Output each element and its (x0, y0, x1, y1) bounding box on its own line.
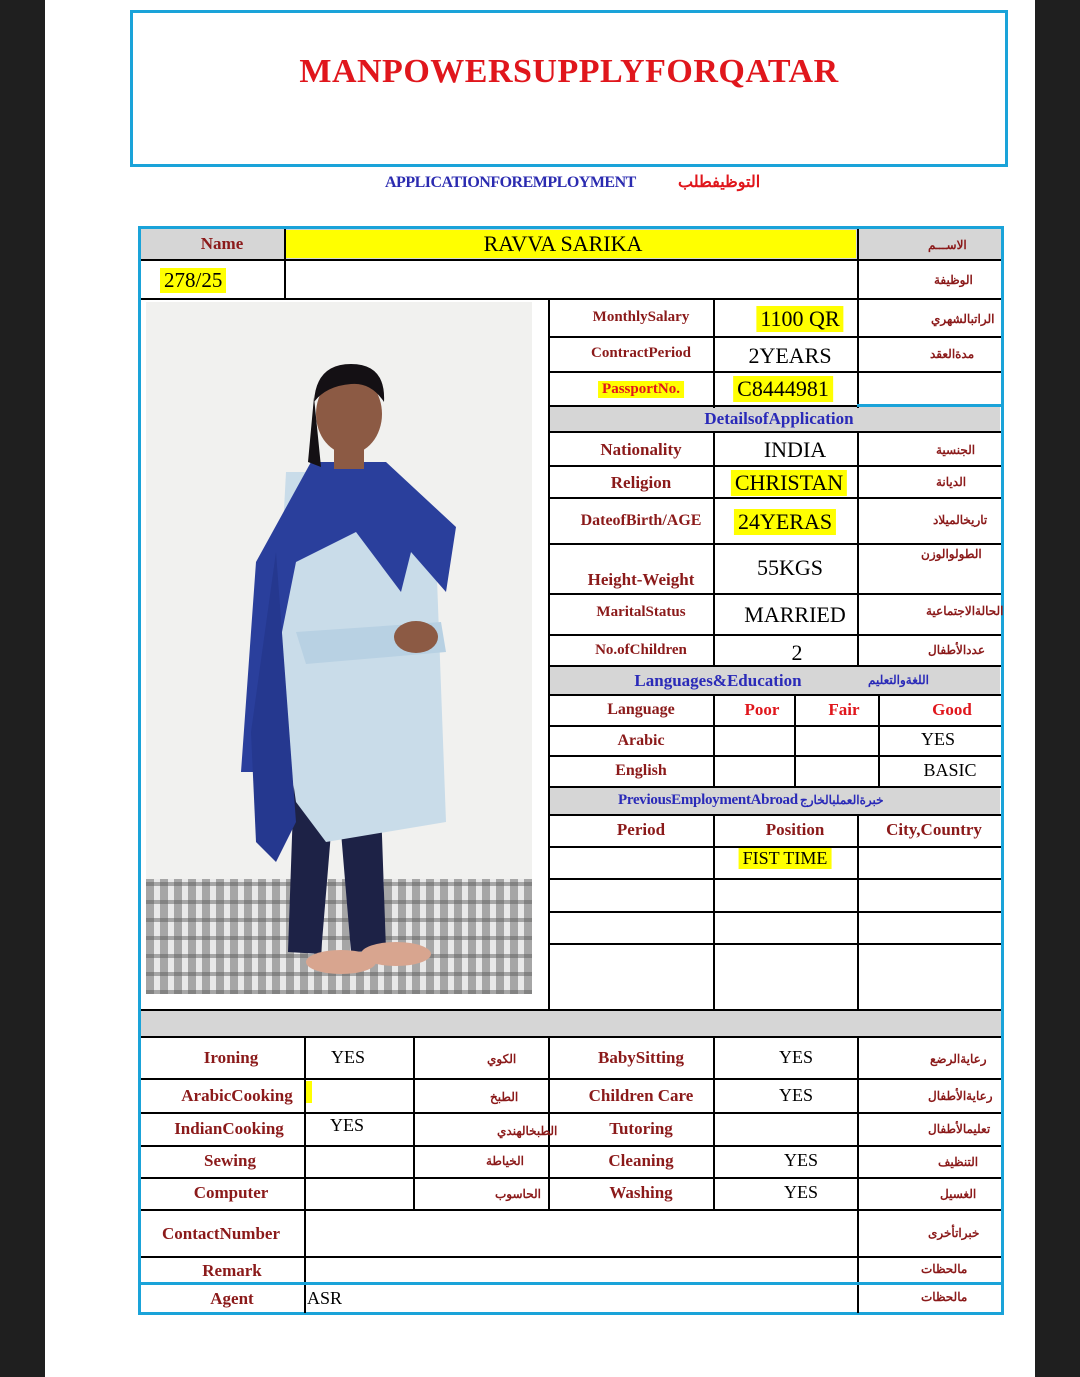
name-label: Name (200, 234, 244, 253)
period-header: Period (616, 820, 666, 839)
skill-ironing-arabic: الكوي (487, 1052, 517, 1066)
job-label-arabic: الوظيفة (934, 273, 973, 287)
employment-section-arabic: خبرةالعملبالخارج (800, 793, 884, 807)
skill-indian-cooking-label: IndianCooking (174, 1119, 284, 1138)
employment-section-title: PreviousEmploymentAbroad (618, 792, 798, 808)
religion-label: Religion (610, 473, 672, 492)
skill-ironing-value: YES (331, 1047, 366, 1067)
applicant-photo (146, 302, 532, 994)
good-header: Good (932, 700, 972, 719)
nationality-label: Nationality (600, 440, 682, 459)
passport-label: PassportNo. (598, 381, 684, 398)
name-label-arabic: الاســـم (928, 238, 967, 252)
name-value: RAVVA SARIKA (483, 231, 643, 256)
language-name: Arabic (617, 732, 665, 749)
dob-value: 24YERAS (734, 509, 836, 535)
contract-period-label: ContractPeriod (591, 345, 691, 361)
agent-value: ASR (307, 1288, 343, 1308)
language-header: Language (607, 701, 675, 718)
children-arabic: عددالأطفال (928, 643, 985, 657)
language-good-value: BASIC (923, 760, 977, 780)
marital-status-label: MaritalStatus (596, 604, 686, 620)
nationality-value: INDIA (763, 437, 827, 462)
skill-computer-label: Computer (193, 1183, 269, 1202)
nationality-arabic: الجنسية (936, 443, 976, 457)
skill-sewing-label: Sewing (204, 1151, 256, 1170)
skill-arabic-cooking-label: ArabicCooking (181, 1086, 293, 1105)
height-weight-arabic: الطولوالوزن (921, 547, 982, 561)
skill-washing-arabic: الغسيل (940, 1187, 977, 1201)
children-label: No.ofChildren (595, 642, 687, 658)
height-weight-value: 55KGS (756, 555, 824, 580)
remark-label: Remark (202, 1261, 262, 1280)
dob-label: DateofBirth/AGE (580, 512, 702, 529)
poor-header: Poor (744, 700, 780, 719)
subtitle-english: APPLICATIONFOREMPLOYMENT (385, 174, 636, 191)
skill-washing-label: Washing (609, 1183, 673, 1202)
contact-number-label: ContactNumber (161, 1224, 281, 1243)
skill-babysitting-label: BabySitting (598, 1048, 684, 1067)
skill-children-care-arabic: رعايةالأطفال (928, 1089, 993, 1103)
monthly-salary-label: MonthlySalary (592, 309, 690, 325)
subtitle-arabic: التوظيفطلب (678, 174, 761, 191)
remark-arabic: مالحظات (921, 1262, 968, 1276)
contact-number-arabic: خبراتأخرى (928, 1226, 980, 1240)
skill-computer-arabic: الحاسوب (495, 1187, 541, 1201)
city-country-header: City,Country (886, 820, 982, 839)
skill-ironing-label: Ironing (203, 1048, 259, 1067)
religion-value: CHRISTAN (731, 470, 847, 496)
skill-washing-value: YES (783, 1182, 819, 1202)
title-box (130, 10, 1008, 167)
agent-label: Agent (210, 1289, 254, 1308)
skill-cleaning-value: YES (783, 1150, 819, 1170)
skills-band (141, 1011, 1001, 1036)
marital-status-arabic: الحالةالاجتماعية (926, 604, 1004, 618)
marital-status-value: MARRIED (744, 602, 846, 627)
arabic-cooking-highlight (306, 1081, 312, 1103)
passport-value: C8444981 (733, 376, 833, 402)
skill-children-care-label: Children Care (588, 1086, 694, 1105)
skill-babysitting-value: YES (778, 1047, 814, 1067)
dob-arabic: تاريخالميلاد (933, 513, 988, 527)
skill-babysitting-arabic: رعايةالرضع (930, 1052, 987, 1066)
religion-arabic: الديانة (936, 475, 967, 489)
contract-period-arabic: مدةالعقد (930, 347, 975, 361)
details-section-title: DetailsofApplication (704, 409, 854, 428)
skill-indian-cooking-arabic: الطبخالهندي (497, 1124, 558, 1138)
skill-children-care-value: YES (778, 1085, 814, 1105)
skill-cleaning-arabic: التنظيف (938, 1155, 979, 1169)
position-header: Position (765, 820, 825, 839)
language-good-value: YES (920, 729, 956, 749)
language-name: English (615, 762, 667, 779)
children-value: 2 (791, 640, 803, 665)
languages-section-arabic: اللغةوالتعليم (868, 673, 929, 687)
height-weight-label: Height-Weight (587, 570, 695, 589)
document-title: MANPOWERSUPPLYFORQATAR (299, 53, 839, 90)
monthly-salary-arabic: الراتبالشهري (931, 312, 995, 326)
monthly-salary-value: 1100 QR (756, 306, 843, 332)
fair-header: Fair (828, 700, 860, 719)
skill-sewing-arabic: الخياطة (486, 1154, 524, 1168)
skill-arabic-cooking-arabic: الطبخ (490, 1090, 519, 1104)
agent-arabic: مالحظات (921, 1290, 968, 1304)
skill-cleaning-label: Cleaning (608, 1151, 674, 1170)
skill-indian-cooking-value: YES (330, 1115, 365, 1135)
reference-number: 278/25 (160, 268, 226, 293)
skill-tutoring-arabic: تعليمالأطفال (928, 1122, 991, 1136)
contract-period-value: 2YEARS (748, 343, 832, 368)
languages-section-title: Languages&Education (634, 671, 802, 690)
position-value: FIST TIME (739, 848, 832, 869)
skill-tutoring-label: Tutoring (609, 1119, 673, 1138)
